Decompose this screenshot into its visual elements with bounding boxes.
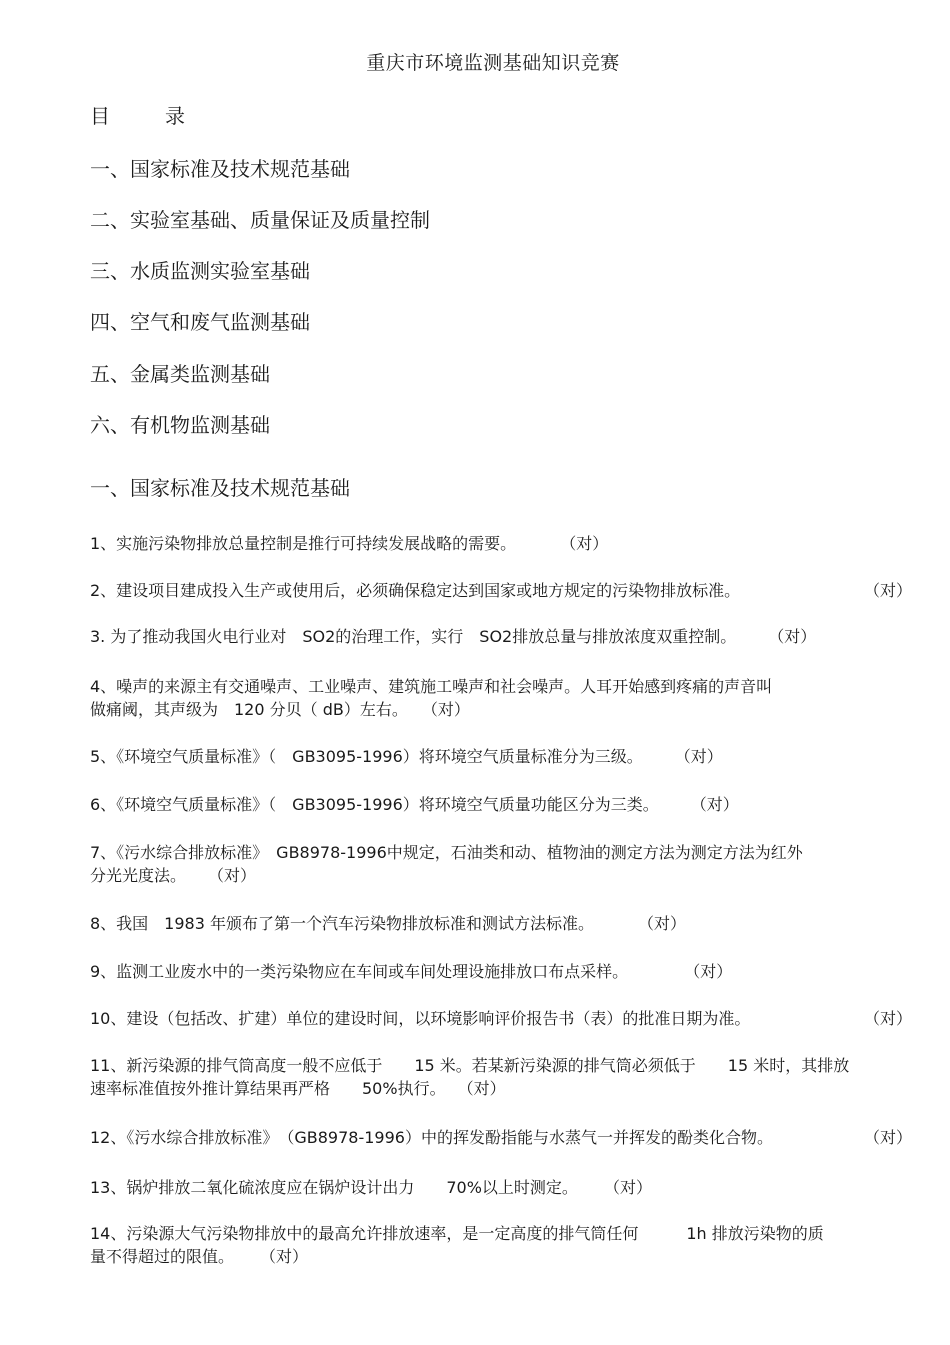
answer-label: （对） bbox=[690, 795, 739, 814]
question-item bbox=[90, 1126, 912, 1149]
answer-label: （对） bbox=[421, 700, 470, 719]
answer-label: （对） bbox=[863, 581, 912, 600]
question-text: 10、建设（包括改、扩建）单位的建设时间，以环境影响评价报告书（表）的批准日期为准。 bbox=[90, 1009, 751, 1028]
answer-label: （对） bbox=[603, 1178, 652, 1197]
document-title: 重庆市环境监测基础知识竞赛 bbox=[366, 52, 620, 74]
question-item bbox=[90, 960, 912, 983]
question-text: 12、《污水综合排放标准》 （GB8978-1996）中的挥发酚指能与水蒸气一并挥发的酚类化合物。 bbox=[90, 1128, 773, 1147]
answer-label: （对） bbox=[768, 627, 817, 646]
toc-item: 一、国家标准及技术规范基础 bbox=[90, 157, 350, 181]
question-item bbox=[90, 675, 912, 721]
answer-label: （对） bbox=[684, 962, 733, 981]
answer-label: （对） bbox=[457, 1079, 506, 1098]
toc-heading-char-1: 目 bbox=[90, 104, 110, 128]
question-text: 9、监测工业废水中的一类污染物应在车间或车间处理设施排放口布点采样。 bbox=[90, 962, 629, 981]
question-item bbox=[90, 841, 912, 887]
question-text: 6、《环境空气质量标准》（ GB3095-1996）将环境空气质量功能区分为三类。 bbox=[90, 795, 659, 814]
question-text: 7、《污水综合排放标准》 GB8978-1996中规定，石油类和动、植物油的测定方法为测定方法为红外 bbox=[90, 843, 803, 862]
toc-heading bbox=[90, 100, 185, 129]
answer-label: （对） bbox=[560, 534, 609, 553]
toc-item: 四、空气和废气监测基础 bbox=[90, 310, 310, 334]
answer-label: （对） bbox=[638, 914, 687, 933]
question-item bbox=[90, 1007, 912, 1030]
question-text: 5、《环境空气质量标准》（ GB3095-1996）将环境空气质量标准分为三级。 bbox=[90, 747, 643, 766]
answer-label: （对） bbox=[208, 866, 257, 885]
question-item bbox=[90, 1222, 912, 1268]
question-text: 13、锅炉排放二氧化硫浓度应在锅炉设计出力 70%以上时测定。 bbox=[90, 1178, 578, 1197]
question-item bbox=[90, 912, 912, 935]
question-text-continued: 做痛阈，其声级为 120 分贝（ dB）左右。 bbox=[90, 700, 408, 719]
question-item bbox=[90, 532, 912, 555]
question-text: 2、建设项目建成投入生产或使用后，必须确保稳定达到国家或地方规定的污染物排放标准。 bbox=[90, 581, 741, 600]
question-item bbox=[90, 793, 912, 816]
question-text: 8、我国 1983 年颁布了第一个汽车污染物排放标准和测试方法标准。 bbox=[90, 914, 594, 933]
answer-label: （对） bbox=[863, 1009, 912, 1028]
question-item bbox=[90, 745, 912, 768]
question-item bbox=[90, 1054, 912, 1100]
question-text: 3. 为了推动我国火电行业对 SO2的治理工作，实行 SO2排放总量与排放浓度双重控制。 bbox=[90, 627, 737, 646]
question-item bbox=[90, 579, 912, 602]
question-text: 4、噪声的来源主有交通噪声、工业噪声、建筑施工噪声和社会噪声。人耳开始感到疼痛的声音叫 bbox=[90, 677, 773, 696]
question-text: 11、新污染源的排气筒高度一般不应低于 15 米。若某新污染源的排气筒必须低于 15 米时，其排放 bbox=[90, 1056, 850, 1075]
question-text: 1、实施污染物排放总量控制是推行可持续发展战略的需要。 bbox=[90, 534, 517, 553]
answer-label: （对） bbox=[260, 1247, 309, 1266]
question-text-continued: 速率标准值按外推计算结果再严格 50%执行。 bbox=[90, 1079, 446, 1098]
toc-item: 二、实验室基础、质量保证及质量控制 bbox=[90, 208, 430, 232]
question-text-continued: 分光光度法。 bbox=[90, 866, 187, 885]
question-text: 14、污染源大气污染物排放中的最高允许排放速率，是一定高度的排气筒任何 1h 排放污染物的质 bbox=[90, 1224, 824, 1243]
answer-label: （对） bbox=[863, 1128, 912, 1147]
toc-item: 六、有机物监测基础 bbox=[90, 413, 270, 437]
toc-item: 五、金属类监测基础 bbox=[90, 362, 270, 386]
answer-label: （对） bbox=[674, 747, 723, 766]
toc-item: 三、水质监测实验室基础 bbox=[90, 259, 310, 283]
question-item bbox=[90, 625, 912, 648]
question-text-continued: 量不得超过的限值。 bbox=[90, 1247, 235, 1266]
toc-heading-char-2: 录 bbox=[165, 104, 185, 128]
section-heading: 一、国家标准及技术规范基础 bbox=[90, 476, 350, 500]
question-item bbox=[90, 1176, 912, 1199]
